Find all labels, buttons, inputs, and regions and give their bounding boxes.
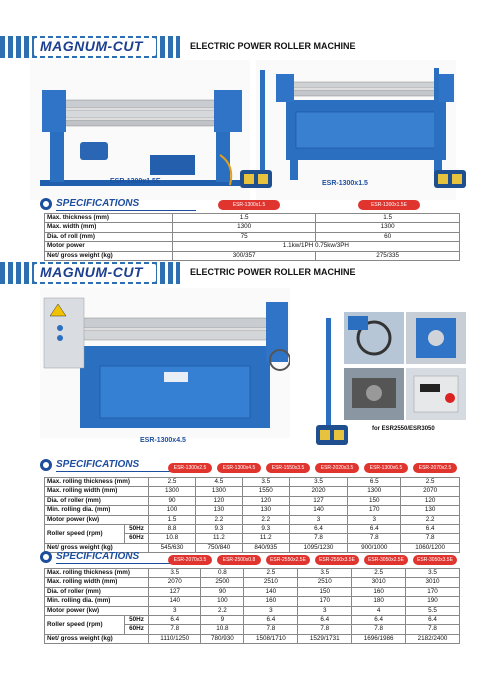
section1-title: ELECTRIC POWER ROLLER MACHINE — [190, 41, 356, 51]
spec-bullet-icon — [40, 459, 52, 471]
foot-pedal-3 — [316, 425, 348, 445]
model-badge: ESR-2070x2.5 — [413, 463, 457, 473]
table-row: Net/ gross weight (kg) 545/630 750/840 840/935 1095/1230 900/1000 1060/1200 — [45, 543, 460, 552]
table-row: Min. rolling dia. (mm) 100 130 130 140 170 130 — [45, 506, 460, 515]
table-row: Max. rolling thickness (mm) 3.5 0.8 2.5 3.5 2.5 3.5 — [45, 569, 460, 578]
table-row: Roller speed (rpm) 50Hz 6.4 9 6.4 6.4 6.4 6.4 — [45, 616, 460, 625]
model-badge: ESR-2070x3.5 — [168, 555, 212, 565]
table-row: Net/ gross weight (kg) 1110/1250 780/930 1508/1710 1529/1731 1696/1986 2182/2400 — [45, 634, 460, 643]
model-badge: ESR-2020x3.5 — [315, 463, 359, 473]
section1-spec-heading: SPECIFICATIONS — [40, 197, 200, 211]
table-row: Motor power 1.1kw/1PH 0.75kw/3PH — [45, 242, 460, 251]
model-badge: ESR-3050x3.5E — [413, 555, 457, 565]
table-row: Min. rolling dia. (mm) 140 100 160 170 180 190 — [45, 597, 460, 606]
table-row: Max. rolling width (mm) 2070 2500 2510 2510 3010 3010 — [45, 578, 460, 587]
machine-photo-2 — [256, 60, 456, 200]
table-row: 60Hz 7.8 10.8 7.8 7.8 7.8 7.8 — [45, 625, 460, 634]
caption-photo-3: ESR-1300x4.5 — [140, 437, 186, 444]
model-badge: ESR-1300x4.5 — [217, 463, 261, 473]
table-row: Dia. of roller (mm) 127 90 140 150 160 170 — [45, 587, 460, 596]
section2-spec-heading-2: SPECIFICATIONS — [40, 550, 200, 564]
detail-photo-4 — [406, 368, 466, 420]
table-row: Max. rolling width (mm) 1300 1300 1550 2020 1300 2070 — [45, 487, 460, 496]
section2-spec-heading-1: SPECIFICATIONS — [40, 458, 200, 472]
spec-table-3 — [44, 568, 460, 644]
spec-bullet-icon — [40, 551, 52, 563]
table-row: 60Hz 10.8 11.2 11.2 7.8 7.8 7.8 — [45, 534, 460, 543]
foot-pedal-2 — [434, 170, 466, 188]
table-row: Max. rolling thickness (mm) 2.5 4.5 3.5 3.5 6.5 2.5 — [45, 478, 460, 487]
table-row: Dia. of roll (mm) 75 60 — [45, 232, 460, 241]
table-row: Roller speed (rpm) 50Hz 8.8 9.3 9.3 6.4 6.4 6.4 — [45, 525, 460, 534]
section2-header — [0, 262, 480, 284]
detail-photo-2 — [406, 312, 466, 364]
model-badge: ESR-2500x0.8 — [217, 555, 261, 565]
detail-photo-3 — [344, 368, 404, 420]
model-badge: ESR-2550x3.5E — [315, 555, 359, 565]
table-row: Net/ gross weight (kg) 300/357 275/335 — [45, 251, 460, 260]
table-row: Max. thickness (mm) 1.5 1.5 — [45, 214, 460, 223]
model-badge: ESR-1300x1.5 — [218, 200, 280, 210]
model-badge: ESR-1550x3.5 — [266, 463, 310, 473]
section1-header — [0, 36, 480, 58]
foot-pedal-1 — [240, 170, 272, 188]
spec-table-2 — [44, 477, 460, 553]
model-badge: ESR-1300x1.5E — [358, 200, 420, 210]
model-badge: ESR-1300x2.5 — [168, 463, 212, 473]
model-badge: ESR-2550x2.5E — [266, 555, 310, 565]
table-row: Motor power (kw) 3 2.2 3 3 4 5.5 — [45, 606, 460, 615]
caption-photo-1: ESR-1300x1.5E — [110, 178, 161, 185]
model-badge: ESR-3050x2.5E — [364, 555, 408, 565]
machine-photo-3 — [40, 288, 290, 438]
model-badge: ESR-1300x6.5 — [364, 463, 408, 473]
table-row: Dia. of roller (mm) 90 120 120 127 150 120 — [45, 496, 460, 505]
brand-logo: MAGNUM-CUT — [40, 38, 143, 54]
spec-bullet-icon — [40, 198, 52, 210]
caption-photo-2: ESR-1300x1.5 — [322, 180, 368, 187]
brand-logo: MAGNUM-CUT — [40, 264, 143, 280]
pedal-stand — [326, 318, 331, 428]
detail-caption: for ESR2550/ESR3050 — [372, 426, 435, 432]
table-row: Motor power (kw) 1.5 2.2 2.2 3 3 2.2 — [45, 515, 460, 524]
section2-title: ELECTRIC POWER ROLLER MACHINE — [190, 267, 356, 277]
table-row: Max. width (mm) 1300 1300 — [45, 223, 460, 232]
spec-table-1 — [44, 213, 460, 261]
detail-photo-1 — [344, 312, 404, 364]
